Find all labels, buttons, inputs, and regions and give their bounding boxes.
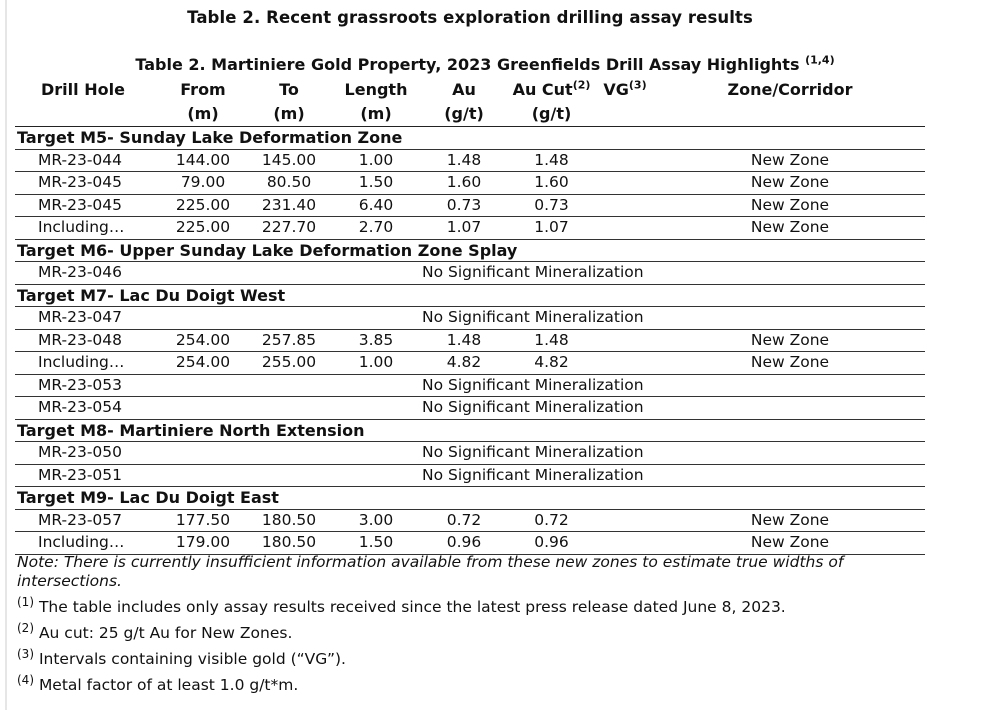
table-note: Note: There is currently insufficient information available from these new zones to estimate true widths of intersections. [17,553,844,590]
length-cell: 2.70 [332,217,420,240]
header-to: To [279,80,299,99]
target-group-row [15,239,925,262]
footnote-4-text: Metal factor of at least 1.0 g/t*m. [38,676,299,694]
to-cell: 231.40 [246,194,332,217]
au-cell: 0.96 [420,532,508,555]
table-row [15,194,925,217]
drill-hole-cell: MR-23-045 [15,172,160,195]
no-significant-mineralization-cell: No Significant Mineralization [420,307,925,330]
header-vg-unit [595,102,655,127]
footnote-3 [17,646,917,669]
au-cell: 1.07 [420,217,508,240]
length-cell: 1.50 [332,172,420,195]
header-row-1 [15,78,925,102]
target-group-row [15,419,925,442]
from-cell [160,262,246,285]
drill-hole-cell: Including… [15,532,160,555]
vg-cell [595,509,655,532]
header-row-2 [15,102,925,127]
footnote-3-text: Intervals containing visible gold (“VG”). [38,650,346,668]
footnote-2 [17,620,917,643]
notes-section [17,553,917,695]
table-row [15,442,925,465]
to-cell [246,262,332,285]
au-cut-cell: 0.96 [508,532,595,555]
from-cell: 225.00 [160,217,246,240]
footnote-3-mark: (3) [17,646,34,661]
drill-hole-cell: MR-23-045 [15,194,160,217]
to-cell [246,464,332,487]
target-name: Target M6- Upper Sunday Lake Deformation Zone Splay [15,239,925,262]
footnote-2-mark: (2) [17,620,34,635]
no-significant-mineralization-cell: No Significant Mineralization [420,262,925,285]
vg-cell [595,194,655,217]
length-cell: 3.85 [332,329,420,352]
no-significant-mineralization-cell: No Significant Mineralization [420,464,925,487]
zone-cell: New Zone [655,217,925,240]
from-cell [160,464,246,487]
length-cell [332,464,420,487]
length-cell [332,442,420,465]
header-from: From [180,80,226,99]
length-cell: 1.00 [332,149,420,172]
header-length-unit: (m) [332,102,420,127]
drill-hole-cell: MR-23-044 [15,149,160,172]
from-cell: 179.00 [160,532,246,555]
au-cut-cell: 1.48 [508,149,595,172]
from-cell: 254.00 [160,329,246,352]
drill-hole-cell: MR-23-048 [15,329,160,352]
vg-cell [595,217,655,240]
target-group-row [15,127,925,150]
au-cell: 0.73 [420,194,508,217]
au-cell: 1.60 [420,172,508,195]
from-cell: 225.00 [160,194,246,217]
target-group-row [15,284,925,307]
from-cell [160,397,246,420]
length-cell [332,397,420,420]
zone-cell: New Zone [655,172,925,195]
footnote-1 [17,594,917,617]
drill-hole-cell: MR-23-047 [15,307,160,330]
table-row [15,172,925,195]
header-au-cut-sup: (2) [572,78,591,92]
to-cell [246,397,332,420]
to-cell [246,442,332,465]
to-cell: 255.00 [246,352,332,375]
target-name: Target M9- Lac Du Doigt East [15,487,925,510]
to-cell: 180.50 [246,509,332,532]
from-cell [160,307,246,330]
table-row [15,217,925,240]
footnote-4-mark: (4) [17,672,34,687]
table-row [15,149,925,172]
header-drill-hole-unit [15,102,160,127]
vg-cell [595,352,655,375]
to-cell: 257.85 [246,329,332,352]
from-cell: 254.00 [160,352,246,375]
target-name: Target M5- Sunday Lake Deformation Zone [15,127,925,150]
table-row [15,352,925,375]
to-cell: 145.00 [246,149,332,172]
length-cell [332,307,420,330]
footnote-1-text: The table includes only assay results received since the latest press release dated June 8, 2023. [38,598,786,616]
length-cell: 3.00 [332,509,420,532]
table-row [15,262,925,285]
table-caption [15,52,925,78]
from-cell [160,374,246,397]
header-au-cut-unit: (g/t) [508,102,595,127]
drill-hole-cell: Including… [15,352,160,375]
vg-cell [595,329,655,352]
au-cell: 1.48 [420,329,508,352]
footnote-4 [17,672,917,695]
drill-hole-cell: MR-23-054 [15,397,160,420]
header-to-unit: (m) [246,102,332,127]
table-row [15,397,925,420]
header-vg-sup: (3) [628,78,647,92]
zone-cell: New Zone [655,509,925,532]
header-zone-unit [655,102,925,127]
footnote-1-mark: (1) [17,594,34,609]
header-drill-hole: Drill Hole [41,80,125,99]
zone-cell: New Zone [655,329,925,352]
target-name: Target M7- Lac Du Doigt West [15,284,925,307]
au-cut-cell: 1.48 [508,329,595,352]
footnote-2-text: Au cut: 25 g/t Au for New Zones. [38,624,293,642]
zone-cell: New Zone [655,194,925,217]
table-row [15,374,925,397]
no-significant-mineralization-cell: No Significant Mineralization [420,442,925,465]
table-row [15,464,925,487]
table-row [15,329,925,352]
au-cell: 4.82 [420,352,508,375]
to-cell: 180.50 [246,532,332,555]
no-significant-mineralization-cell: No Significant Mineralization [420,397,925,420]
table-row [15,509,925,532]
au-cut-cell: 4.82 [508,352,595,375]
drill-hole-cell: MR-23-050 [15,442,160,465]
left-border [5,0,7,710]
length-cell: 6.40 [332,194,420,217]
header-au-unit: (g/t) [420,102,508,127]
zone-cell: New Zone [655,532,925,555]
from-cell [160,442,246,465]
header-au: Au [452,80,476,99]
au-cut-cell: 1.07 [508,217,595,240]
au-cut-cell: 1.60 [508,172,595,195]
vg-cell [595,172,655,195]
au-cell: 0.72 [420,509,508,532]
header-au-cut-label: Au Cut [512,80,573,99]
au-cell: 1.48 [420,149,508,172]
au-cut-cell: 0.73 [508,194,595,217]
table-caption-sup: (1,4) [805,53,835,67]
header-length: Length [344,80,408,99]
drill-hole-cell: MR-23-057 [15,509,160,532]
from-cell: 79.00 [160,172,246,195]
drill-hole-cell: Including… [15,217,160,240]
zone-cell: New Zone [655,352,925,375]
length-cell: 1.00 [332,352,420,375]
drill-hole-cell: MR-23-046 [15,262,160,285]
length-cell [332,374,420,397]
table-row [15,532,925,555]
to-cell: 227.70 [246,217,332,240]
drill-hole-cell: MR-23-053 [15,374,160,397]
zone-cell: New Zone [655,149,925,172]
to-cell [246,307,332,330]
vg-cell [595,532,655,555]
drill-hole-cell: MR-23-051 [15,464,160,487]
header-vg-label: VG [603,80,629,99]
assay-table [15,78,925,555]
header-from-unit: (m) [160,102,246,127]
assay-table-container [15,52,925,555]
header-zone: Zone/Corridor [727,80,853,99]
from-cell: 144.00 [160,149,246,172]
to-cell: 80.50 [246,172,332,195]
target-group-row [15,487,925,510]
header-au-cut [508,78,595,102]
au-cut-cell: 0.72 [508,509,595,532]
length-cell [332,262,420,285]
table-body [15,127,925,555]
to-cell [246,374,332,397]
header-vg [595,78,655,102]
vg-cell [595,149,655,172]
target-name: Target M8- Martiniere North Extension [15,419,925,442]
table-row [15,307,925,330]
length-cell: 1.50 [332,532,420,555]
no-significant-mineralization-cell: No Significant Mineralization [420,374,925,397]
from-cell: 177.50 [160,509,246,532]
table-caption-text: Table 2. Martiniere Gold Property, 2023 Greenfields Drill Assay Highlights [135,55,800,74]
page-title: Table 2. Recent grassroots exploration drilling assay results [187,8,753,27]
